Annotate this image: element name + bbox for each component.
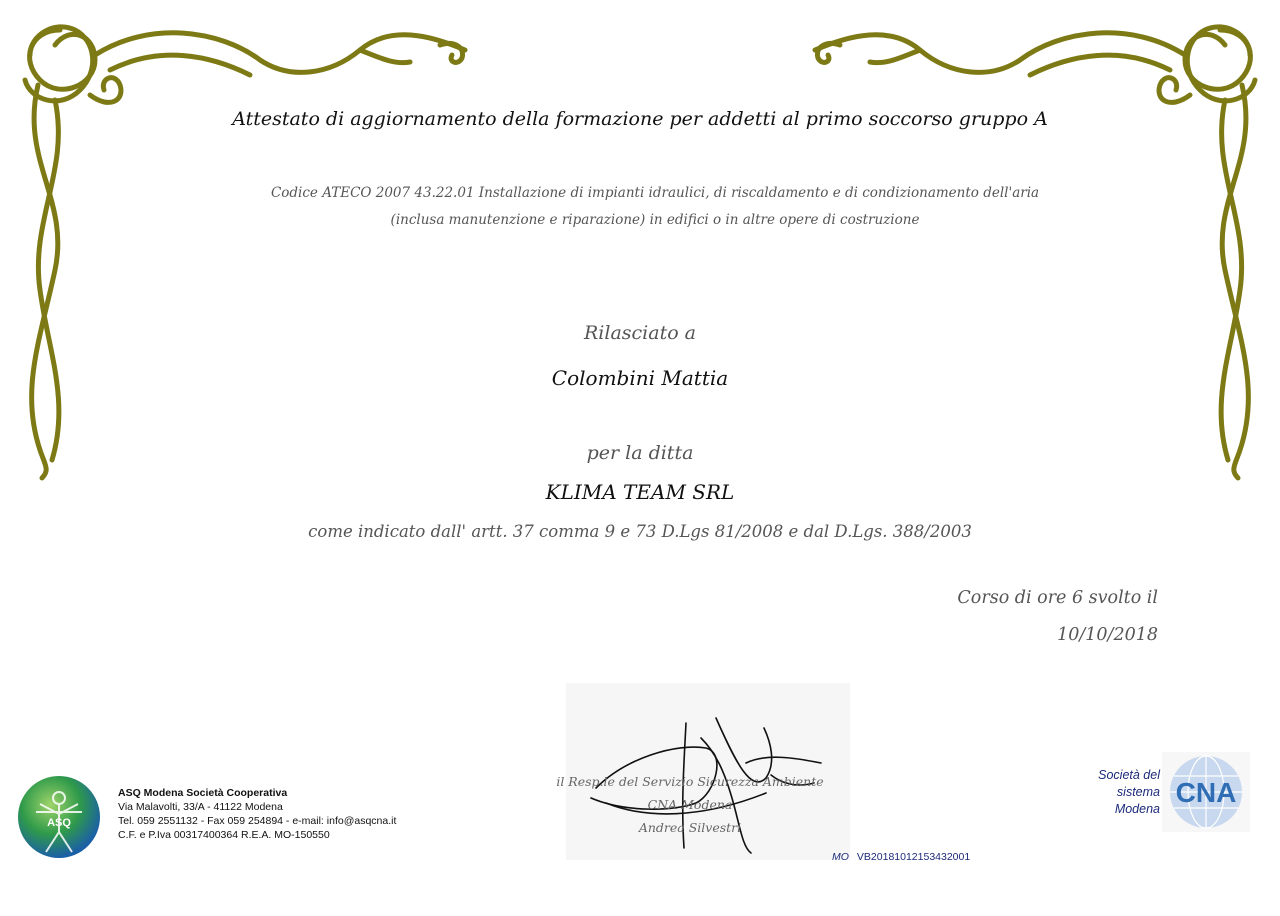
signatory-block [540,770,840,839]
ateco-line-1: Codice ATECO 2007 43.22.01 Installazione di impianti idraulici, di riscaldamento e di condizionamento dell'aria [270,185,1040,201]
signatory-role: il Resp.le del Servizio Sicurezza Ambiente [556,774,824,789]
recipient-name: Colombini Mattia [551,366,729,390]
issuer-info [118,786,396,842]
ateco-line-2: (inclusa manutenzione e riparazione) in edifici o in altre opere di costruzione [390,212,920,228]
issuer-fiscal: C.F. e P.Iva 00317400364 R.E.A. MO-150550 [118,829,330,841]
course-duration: Corso di ore 6 svolto il [957,588,1158,608]
company-label: per la ditta [586,442,694,464]
cna-logo [1162,752,1250,832]
issued-to-label: Rilasciato a [583,322,697,344]
company-name: KLIMA TEAM SRL [545,480,735,504]
document-code-prefix: MO [832,851,849,863]
network-line-3: Modena [1114,802,1160,816]
issuer-name: ASQ Modena Società Cooperativa [118,787,288,799]
signatory-organization: CNA Modena [647,797,733,812]
asq-logo [16,774,102,860]
legal-reference: come indicato dall' artt. 37 comma 9 e 73 D.Lgs 81/2008 e dal D.Lgs. 388/2003 [308,522,972,541]
document-code [832,851,970,863]
network-label [1070,767,1160,818]
document-code-value: VB20181012153432001 [856,851,971,863]
issuer-contacts: Tel. 059 2551132 - Fax 059 254894 - e-mail: info@asqcna.it [118,815,397,827]
cna-logo-text: CNA [1175,777,1237,808]
network-line-2: sistema [1116,785,1160,799]
issuer-address: Via Malavolti, 33/A - 41122 Modena [118,801,283,813]
ateco-description [240,180,1070,234]
network-line-1: Società del [1098,768,1160,782]
course-date: 10/10/2018 [1057,625,1158,645]
certificate-title: Attestato di aggiornamento della formazione per addetti al primo soccorso gruppo A [232,108,1048,130]
asq-logo-text: ASQ [47,817,71,829]
signatory-name: Andrea Silvestri [638,820,742,835]
